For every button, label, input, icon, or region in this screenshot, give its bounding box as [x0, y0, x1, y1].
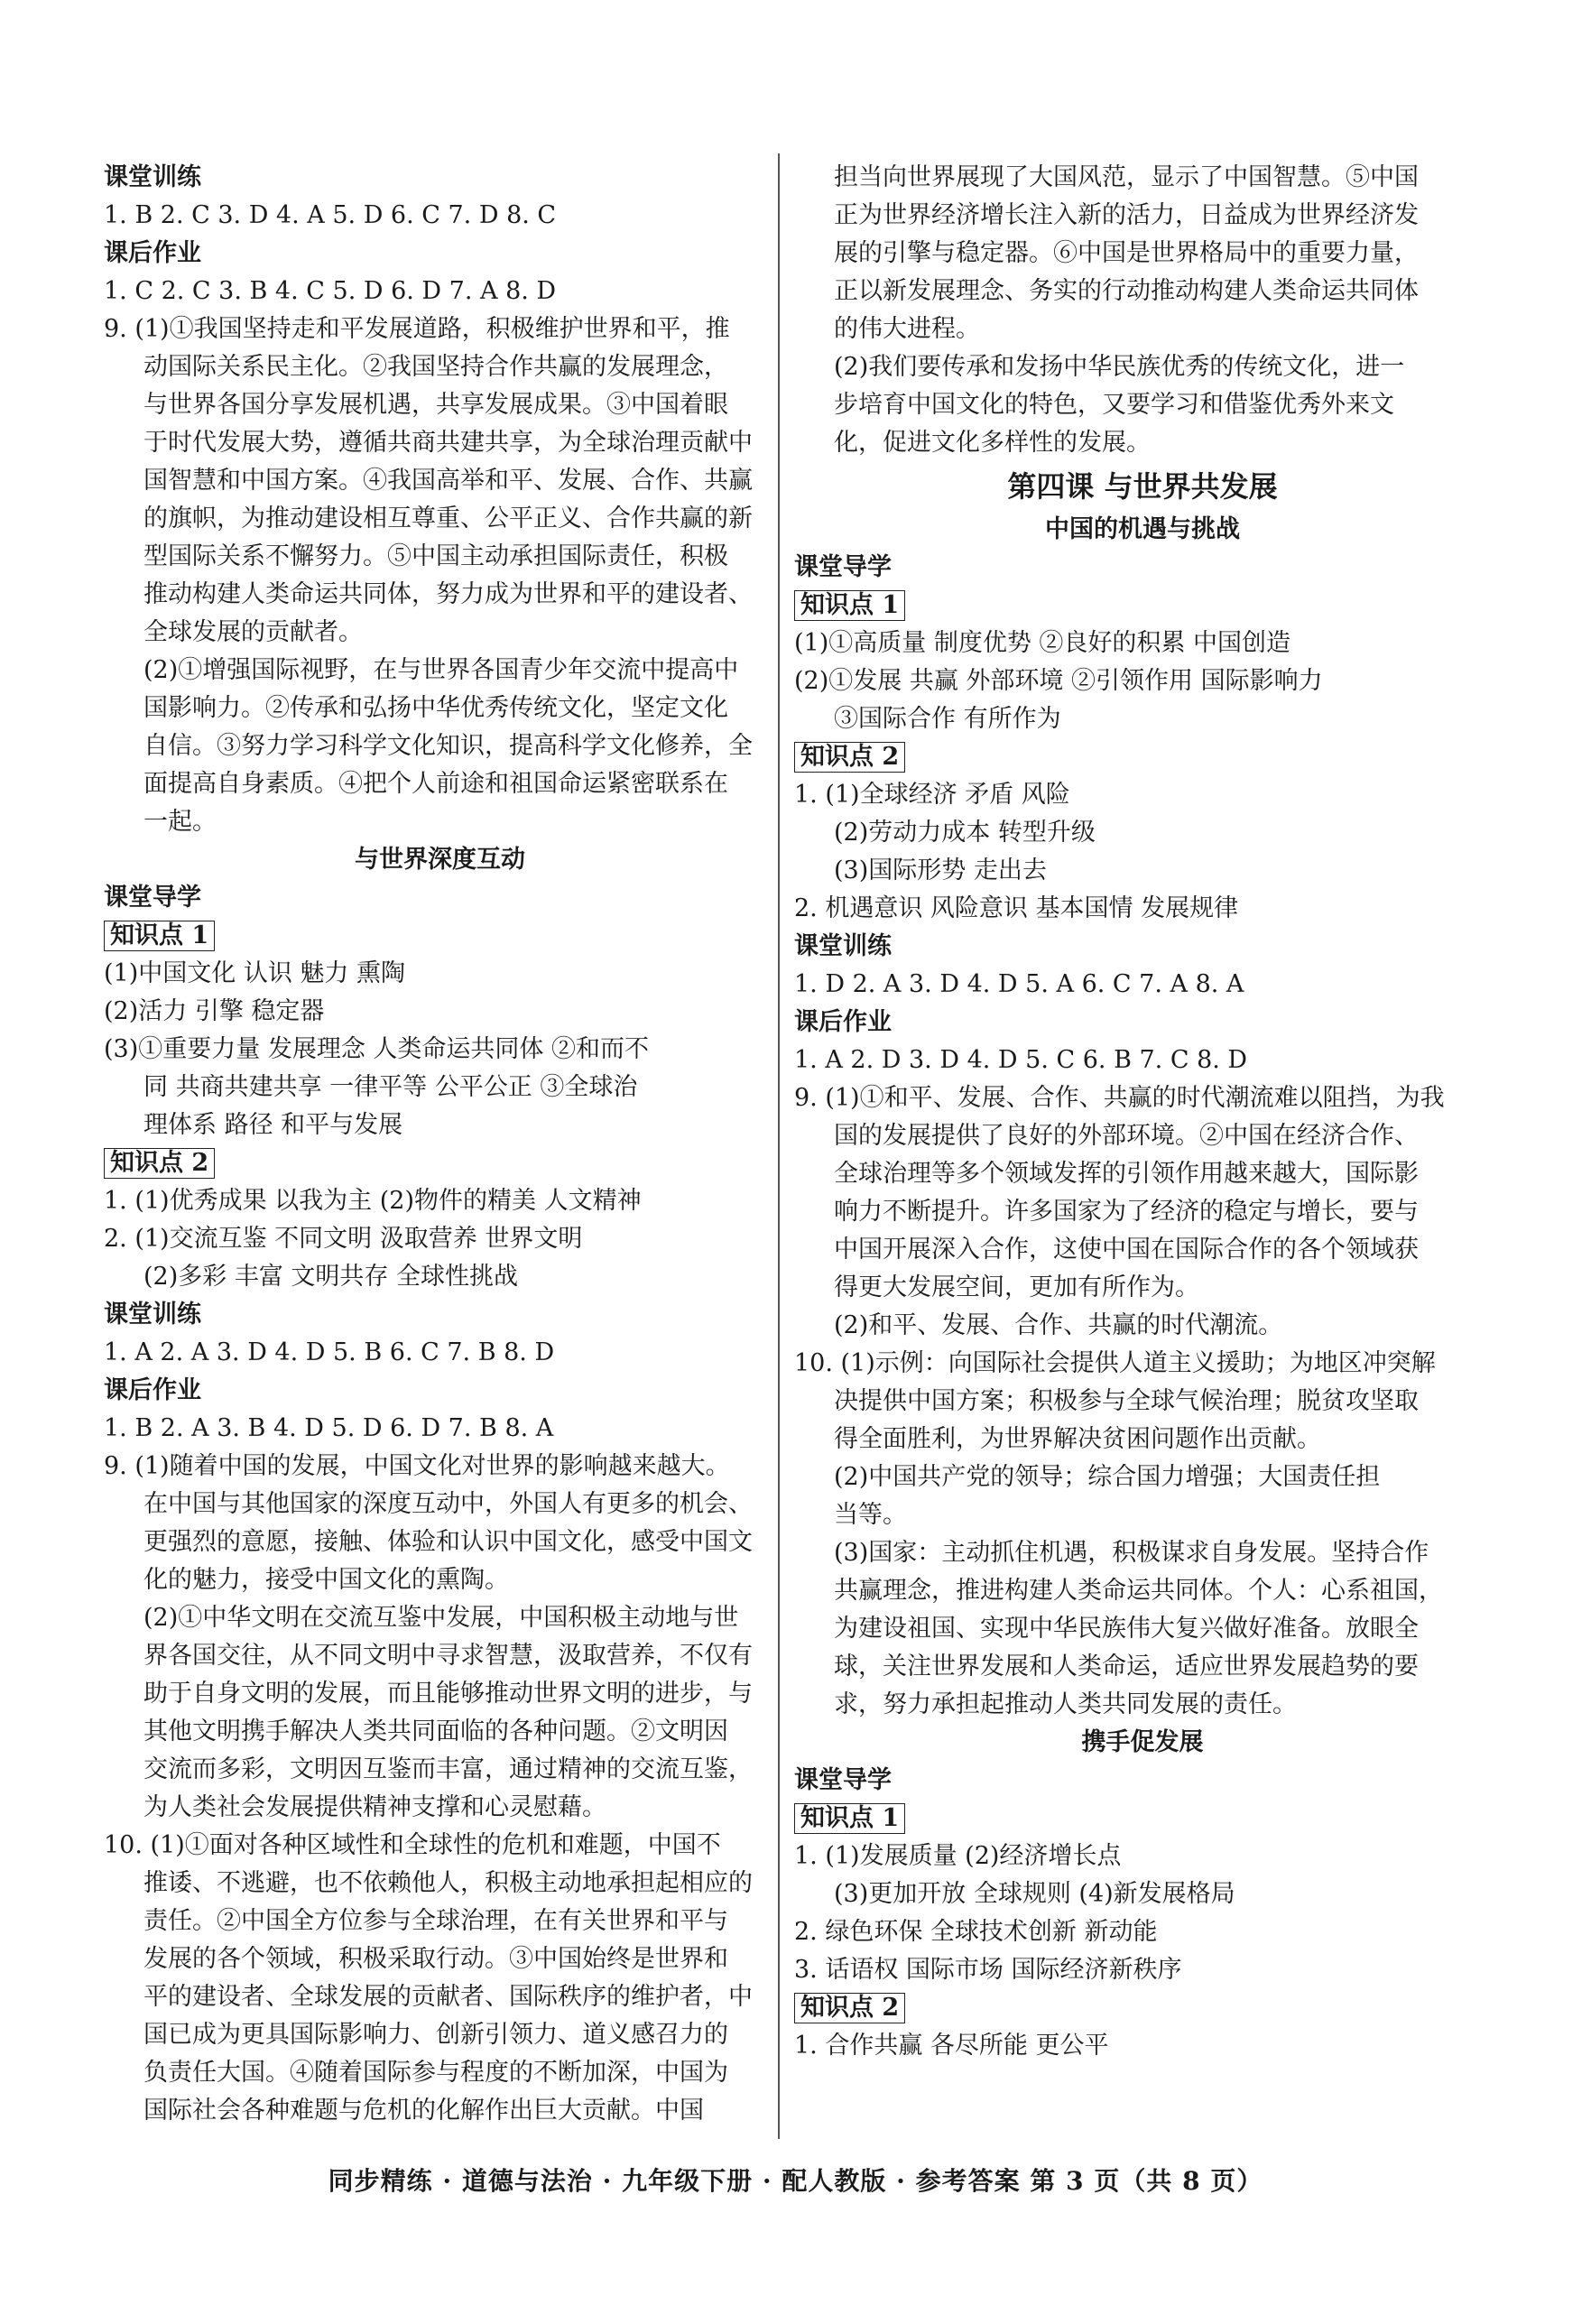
text-line: 2. 机遇意识 风险意识 基本国情 发展规律 — [794, 894, 1239, 922]
knowledge-point-box: 知识点 2 — [794, 742, 905, 773]
text-line: (2)①发展 共赢 外部环境 ②引领作用 国际影响力 — [794, 667, 1323, 695]
text-line: 步培育中国文化的特色，又要学习和借鉴优秀外来文 — [834, 391, 1394, 419]
text-line: 1. B 2. A 3. B 4. D 5. D 6. D 7. B 8. A — [104, 1414, 554, 1442]
section-heading: 课后作业 — [794, 1008, 892, 1036]
right-column — [794, 159, 1491, 2065]
text-line: 负责任大国。④随着国际参与程度的不断加深，中国为 — [143, 2059, 728, 2087]
text-line: 1. (1)全球经济 矛盾 风险 — [794, 781, 1070, 809]
section-heading: 课堂导学 — [104, 884, 201, 912]
text-line: 国影响力。②传承和弘扬中华优秀传统文化，坚定文化 — [143, 694, 728, 722]
text-line: 其他文明携手解决人类共同面临的各种问题。②文明因 — [143, 1718, 728, 1745]
text-line: 1. (1)优秀成果 以我为主 (2)物件的精美 人文精神 — [104, 1187, 642, 1215]
section-heading: 中国的机遇与挑战 — [1045, 515, 1240, 543]
text-line: (1)①高质量 制度优势 ②良好的积累 中国创造 — [794, 629, 1290, 657]
lesson-title: 第四课 与世界共发展 — [1007, 469, 1278, 504]
section-heading: 课堂训练 — [104, 1301, 201, 1329]
text-line: 的旗帜，为推动建设相互尊重、公平正义、合作共赢的新 — [143, 505, 753, 532]
knowledge-point-row — [104, 1144, 776, 1182]
text-line: (3)更加开放 全球规则 (4)新发展格局 — [834, 1880, 1235, 1908]
section-heading: 携手促发展 — [1081, 1728, 1204, 1756]
section-heading: 课后作业 — [104, 239, 201, 267]
column-divider — [778, 153, 780, 2139]
text-line: (3)①重要力量 发展理念 人类命运共同体 ②和而不 — [104, 1035, 649, 1063]
text-line: 正以新发展理念、务实的行动推动构建人类命运共同体 — [834, 277, 1419, 305]
text-line: 在中国与其他国家的深度互动中，外国人有更多的机会、 — [143, 1490, 753, 1518]
knowledge-point-box: 知识点 2 — [794, 1993, 905, 2023]
text-line: (2)多彩 丰富 文明共存 全球性挑战 — [143, 1263, 518, 1291]
text-line: 1. B 2. C 3. D 4. A 5. D 6. C 7. D 8. C — [104, 201, 557, 229]
text-line: 球，关注世界发展和人类命运，适应世界发展趋势的要 — [834, 1653, 1419, 1681]
text-line: 推动构建人类命运共同体，努力成为世界和平的建设者、 — [143, 580, 753, 608]
text-line: 2. (1)交流互鉴 不同文明 汲取营养 世界文明 — [104, 1225, 583, 1253]
text-line: (2)①增强国际视野，在与世界各国青少年交流中提高中 — [143, 656, 739, 684]
text-line: 9. (1)随着中国的发展，中国文化对世界的影响越来越大。 — [104, 1452, 730, 1480]
knowledge-point-row — [794, 738, 1491, 776]
text-line: ③国际合作 有所作为 — [834, 705, 1061, 733]
text-line: 推诿、不逃避，也不依赖他人，积极主动地承担起相应的 — [143, 1869, 753, 1897]
text-line: 1. (1)发展质量 (2)经济增长点 — [794, 1842, 1122, 1870]
text-line: 交流而多彩，文明因互鉴而丰富，通过精神的交流互鉴， — [143, 1755, 753, 1783]
text-line: 责任。②中国全方位参与全球治理，在有关世界和平与 — [143, 1907, 728, 1935]
text-line: 界各国交往，从不同文明中寻求智慧，汲取营养，不仅有 — [143, 1642, 753, 1670]
text-line: 与世界各国分享发展机遇，共享发展成果。③中国着眼 — [143, 391, 728, 419]
text-line: 国已成为更具国际影响力、创新引领力、道义感召力的 — [143, 2021, 728, 2049]
text-line: 10. (1)示例：向国际社会提供人道主义援助；为地区冲突解 — [794, 1349, 1436, 1377]
text-line: 化，促进文化多样性的发展。 — [834, 429, 1151, 457]
text-line: (2)活力 引擎 稳定器 — [104, 997, 325, 1025]
section-heading: 课堂训练 — [104, 163, 201, 191]
text-line: 为人类社会发展提供精神支撑和心灵慰藉。 — [143, 1793, 606, 1821]
text-line: 1. 合作共赢 各尽所能 更公平 — [794, 2032, 1109, 2060]
text-line: 平的建设者、全球发展的贡献者、国际秩序的维护者，中 — [143, 1983, 753, 2011]
section-heading: 课后作业 — [104, 1376, 201, 1404]
text-line: 国智慧和中国方案。④我国高举和平、发展、合作、共赢 — [143, 467, 753, 495]
text-line: 面提高自身素质。④把个人前途和祖国命运紧密联系在 — [143, 770, 728, 798]
text-line: 得更大发展空间，更加有所作为。 — [834, 1273, 1199, 1301]
section-heading: 课堂导学 — [794, 1766, 892, 1794]
text-line: (3)国际形势 走出去 — [834, 856, 1047, 884]
text-line: 1. D 2. A 3. D 4. D 5. A 6. C 7. A 8. A — [794, 970, 1244, 998]
text-line: 助于自身文明的发展，而且能够推动世界文明的进步，与 — [143, 1680, 753, 1708]
text-line: 正为世界经济增长注入新的活力，日益成为世界经济发 — [834, 201, 1419, 229]
text-line: (2)劳动力成本 转型升级 — [834, 819, 1096, 847]
text-line: 自信。③努力学习科学文化知识，提高科学文化修养，全 — [143, 732, 753, 760]
text-line: 型国际关系不懈努力。⑤中国主动承担国际责任，积极 — [143, 542, 728, 570]
knowledge-point-box: 知识点 1 — [794, 590, 905, 621]
text-line: 决提供中国方案；积极参与全球气候治理；脱贫攻坚取 — [834, 1387, 1419, 1415]
text-line: 担当向世界展现了大国风范，显示了中国智慧。⑤中国 — [834, 163, 1419, 191]
knowledge-point-box: 知识点 1 — [104, 921, 215, 951]
text-line: (2)①中华文明在交流互鉴中发展，中国积极主动地与世 — [143, 1604, 739, 1632]
text-line: 得全面胜利，为世界解决贫困问题作出贡献。 — [834, 1425, 1321, 1453]
knowledge-point-row — [104, 917, 776, 955]
text-line: 动国际关系民主化。②我国坚持合作共赢的发展理念， — [143, 353, 728, 381]
page-footer: 同步精练 · 道德与法治 · 九年级下册 · 配人教版 · 参考答案 第 3 页（共 8 页） — [328, 2166, 1263, 2196]
text-line: 发展的各个领域，积极采取行动。③中国始终是世界和 — [143, 1945, 728, 1973]
text-line: 10. (1)①面对各种区域性和全球性的危机和难题，中国不 — [104, 1831, 721, 1859]
knowledge-point-box: 知识点 1 — [794, 1803, 905, 1834]
text-line: 为建设祖国、实现中华民族伟大复兴做好准备。放眼全 — [834, 1615, 1419, 1643]
text-line: 9. (1)①我国坚持走和平发展道路，积极维护世界和平，推 — [104, 315, 730, 343]
text-line: (1)中国文化 认识 魅力 熏陶 — [104, 959, 405, 987]
text-line: 国的发展提供了良好的外部环境。②中国在经济合作、 — [834, 1122, 1419, 1150]
knowledge-point-box: 知识点 2 — [104, 1148, 215, 1179]
knowledge-point-row — [794, 587, 1491, 625]
text-line: 同 共商共建共享 一律平等 公平公正 ③全球治 — [143, 1073, 638, 1101]
text-line: 的伟大进程。 — [834, 315, 980, 343]
text-line: 全球治理等多个领域发挥的引领作用越来越大，国际影 — [834, 1160, 1419, 1188]
text-line: 响力不断提升。许多国家为了经济的稳定与增长，要与 — [834, 1198, 1419, 1226]
text-line: 3. 话语权 国际市场 国际经济新秩序 — [794, 1956, 1182, 1984]
text-line: (2)和平、发展、合作、共赢的时代潮流。 — [834, 1311, 1283, 1339]
text-line: 2. 绿色环保 全球技术创新 新动能 — [794, 1918, 1158, 1946]
text-line: 国际社会各种难题与危机的化解作出巨大贡献。中国 — [143, 2097, 704, 2125]
knowledge-point-row — [794, 1989, 1491, 2027]
text-line: (3)国家：主动抓住机遇，积极谋求自身发展。坚持合作 — [834, 1539, 1429, 1567]
text-line: 共赢理念，推进构建人类命运共同体。个人：心系祖国， — [834, 1577, 1443, 1605]
text-line: 9. (1)①和平、发展、合作、共赢的时代潮流难以阻挡，为我 — [794, 1084, 1445, 1112]
section-heading: 与世界深度互动 — [355, 846, 525, 874]
left-column — [104, 159, 776, 2130]
text-line: (2)我们要传承和发扬中华民族优秀的传统文化，进一 — [834, 353, 1405, 381]
text-line: 求，努力承担起推动人类共同发展的责任。 — [834, 1690, 1297, 1718]
text-line: (2)中国共产党的领导；综合国力增强；大国责任担 — [834, 1463, 1381, 1491]
text-line: 1. A 2. A 3. D 4. D 5. B 6. C 7. B 8. D — [104, 1338, 555, 1366]
text-line: 理体系 路径 和平与发展 — [143, 1111, 403, 1139]
text-line: 当等。 — [834, 1501, 907, 1529]
text-line: 于时代发展大势，遵循共商共建共享，为全球治理贡献中 — [143, 429, 753, 457]
text-line: 全球发展的贡献者。 — [143, 618, 363, 646]
text-line: 中国开展深入合作，这使中国在国际合作的各个领域获 — [834, 1236, 1419, 1264]
text-line: 化的魅力，接受中国文化的熏陶。 — [143, 1566, 509, 1594]
text-line: 1. A 2. D 3. D 4. D 5. C 6. B 7. C 8. D — [794, 1046, 1248, 1074]
text-line: 展的引擎与稳定器。⑥中国是世界格局中的重要力量， — [834, 239, 1419, 267]
section-heading: 课堂训练 — [794, 932, 892, 960]
text-line: 更强烈的意愿，接触、体验和认识中国文化，感受中国文 — [143, 1528, 753, 1556]
text-line: 1. C 2. C 3. B 4. C 5. D 6. D 7. A 8. D — [104, 277, 557, 305]
knowledge-point-row — [794, 1800, 1491, 1838]
text-line: 一起。 — [143, 808, 217, 836]
section-heading: 课堂导学 — [794, 553, 892, 581]
